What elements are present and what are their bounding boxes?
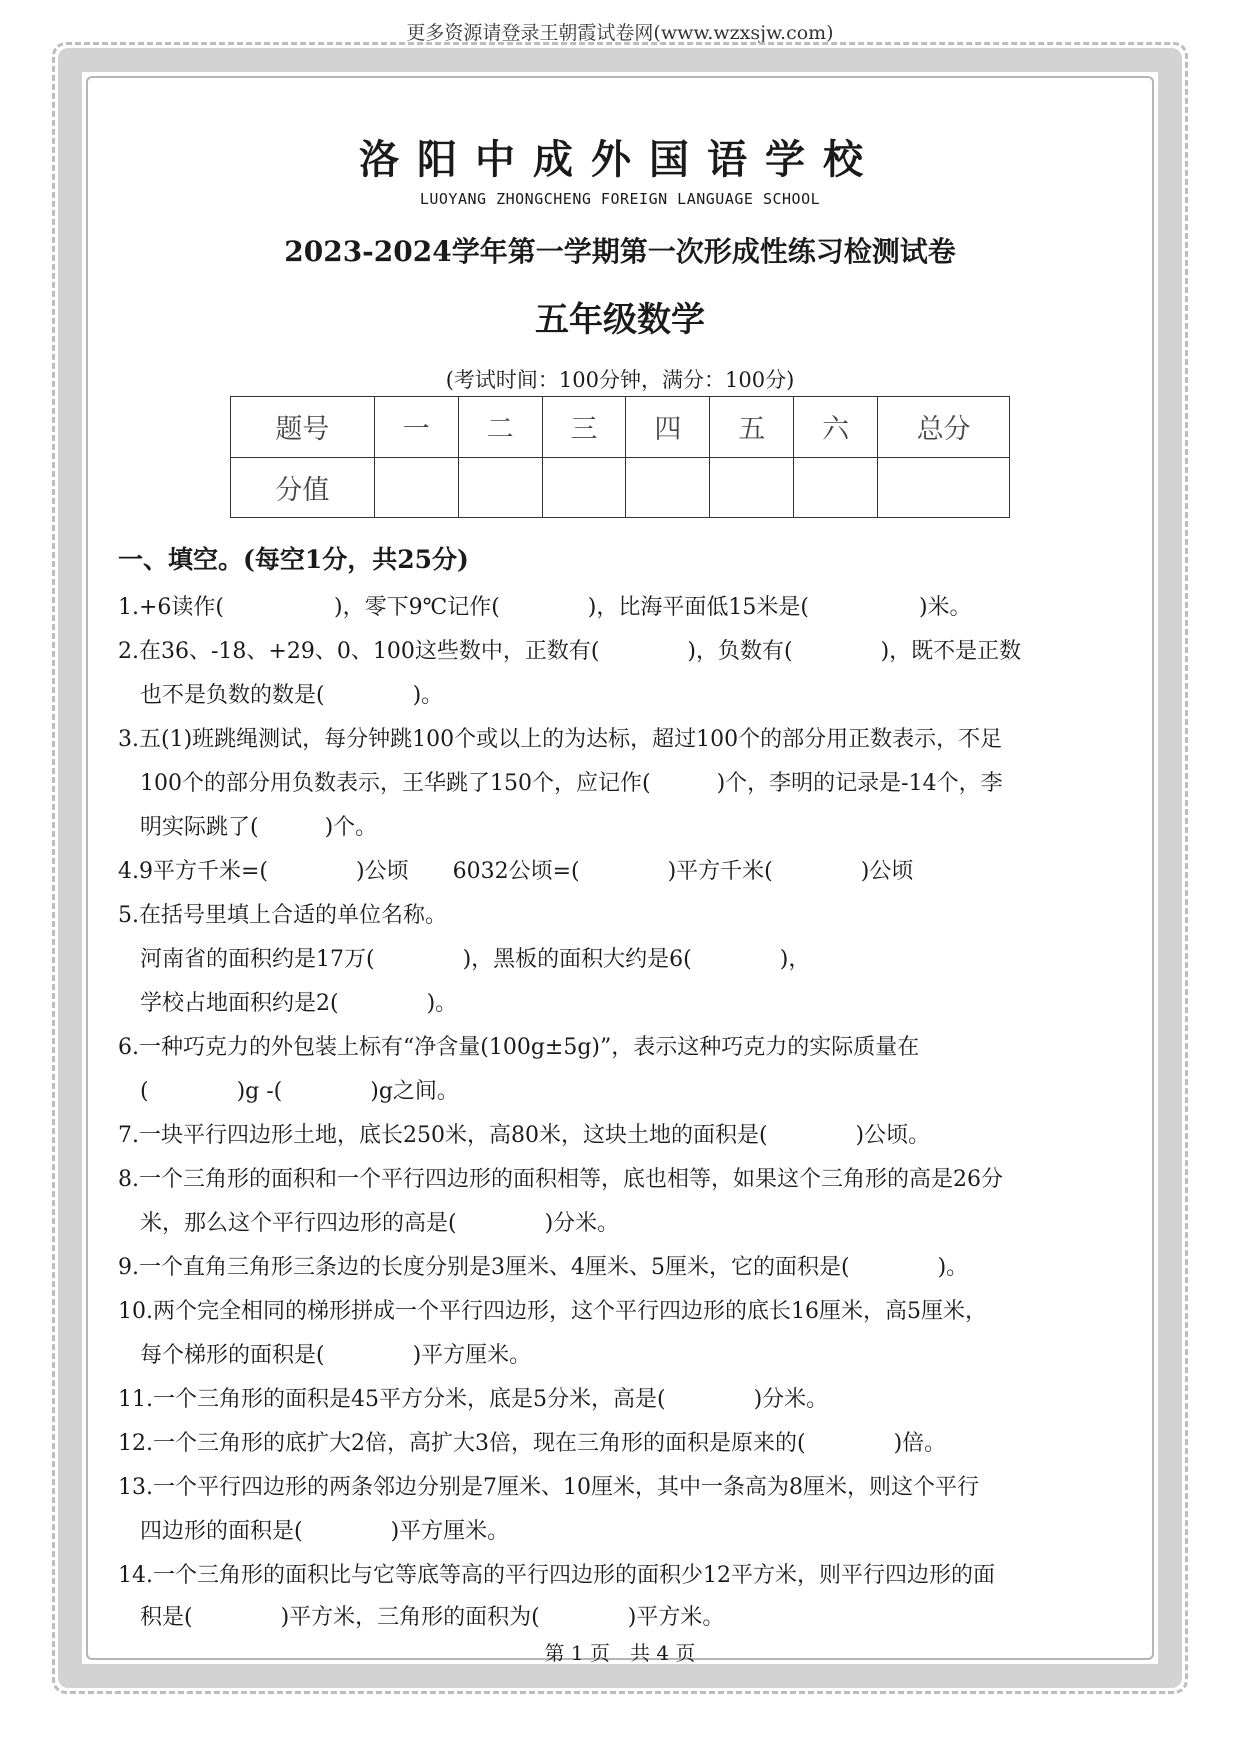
question-line: 米，那么这个平行四边形的高是( )分米。	[118, 1211, 620, 1236]
exam-subject: 五年级数学	[535, 300, 705, 340]
question-line: 9.一个直角三角形三条边的长度分别是3厘米、4厘米、5厘米，它的面积是( )。	[118, 1255, 969, 1280]
score-cell[interactable]	[626, 457, 710, 518]
question-line: 积是( )平方米，三角形的面积为( )平方米。	[118, 1605, 725, 1630]
score-table-row-label: 分值	[231, 457, 375, 518]
question-line: 3.五(1)班跳绳测试，每分钟跳100个或以上的为达标，超过100个的部分用正数表示，不足	[118, 727, 1003, 752]
score-table-value-row	[231, 457, 1010, 518]
score-table-header-cell: 总分	[878, 397, 1010, 458]
school-name: 洛阳中成外国语学校	[359, 136, 881, 183]
score-table-header-cell: 四	[626, 397, 710, 458]
question-line: 100个的部分用负数表示，王华跳了150个，应记作( )个，李明的记录是-14个，李	[118, 771, 1003, 796]
score-cell[interactable]	[458, 457, 542, 518]
question-line: 也不是负数的数是( )。	[118, 683, 444, 708]
score-cell[interactable]	[374, 457, 458, 518]
score-table-header-cell: 五	[710, 397, 794, 458]
question-line: 河南省的面积约是17万( )，黑板的面积大约是6( )，	[118, 947, 811, 972]
section-1-title: 一、填空。(每空1分，共25分)	[118, 545, 469, 574]
question-line: 四边形的面积是( )平方厘米。	[118, 1519, 510, 1544]
score-cell[interactable]	[710, 457, 794, 518]
exam-info: (考试时间：100分钟，满分：100分)	[445, 368, 795, 392]
question-line: 6.一种巧克力的外包装上标有“净含量(100g±5g)”，表示这种巧克力的实际质量在	[118, 1035, 920, 1060]
question-line: 每个梯形的面积是( )平方厘米。	[118, 1343, 532, 1368]
score-cell[interactable]	[794, 457, 878, 518]
question-line: 7.一块平行四边形土地，底长250米，高80米，这块土地的面积是( )公顷。	[118, 1123, 931, 1148]
score-table-header-cell: 一	[374, 397, 458, 458]
question-line: 5.在括号里填上合适的单位名称。	[118, 903, 447, 928]
score-table-header-cell: 三	[542, 397, 626, 458]
question-line: 10.两个完全相同的梯形拼成一个平行四边形，这个平行四边形的底长16厘米，高5厘米，	[118, 1299, 987, 1324]
score-table-header-cell: 六	[794, 397, 878, 458]
question-line: 14.一个三角形的面积比与它等底等高的平行四边形的面积少12平方米，则平行四边形的面	[118, 1563, 995, 1588]
question-line: 1.+6读作( )，零下9℃记作( )，比海平面低15米是( )米。	[118, 595, 972, 620]
question-line: 8.一个三角形的面积和一个平行四边形的面积相等，底也相等，如果这个三角形的高是26分	[118, 1167, 1003, 1192]
score-cell[interactable]	[542, 457, 626, 518]
question-line: 学校占地面积约是2( )。	[118, 991, 458, 1016]
source-banner: 更多资源请登录王朝霞试卷网(www.wzxsjw.com)	[406, 22, 834, 44]
score-cell[interactable]	[878, 457, 1010, 518]
score-table-header-cell: 二	[458, 397, 542, 458]
question-line: 13.一个平行四边形的两条邻边分别是7厘米、10厘米，其中一条高为8厘米，则这个平行	[118, 1475, 979, 1500]
exam-title: 2023-2024学年第一学期第一次形成性练习检测试卷	[284, 235, 956, 268]
page-footer: 第 1 页 共 4 页	[544, 1641, 696, 1665]
question-line: ( )g -( )g之间。	[118, 1079, 459, 1104]
question-line: 11.一个三角形的面积是45平方分米，底是5分米，高是( )分米。	[118, 1387, 829, 1412]
question-line: 明实际跳了( )个。	[118, 815, 378, 840]
school-name-english: LUOYANG ZHONGCHENG FOREIGN LANGUAGE SCHOOL	[419, 190, 821, 208]
question-line: 12.一个三角形的底扩大2倍，高扩大3倍，现在三角形的面积是原来的( )倍。	[118, 1431, 947, 1456]
score-table-header-cell: 题号	[231, 397, 375, 458]
question-line: 2.在36、-18、+29、0、100这些数中，正数有( )，负数有( )，既不是正数	[118, 639, 1022, 664]
score-table-header-row	[231, 397, 1010, 458]
score-table	[230, 396, 1010, 518]
question-line: 4.9平方千米=( )公顷 6032公顷=( )平方千米( )公顷	[118, 859, 914, 884]
